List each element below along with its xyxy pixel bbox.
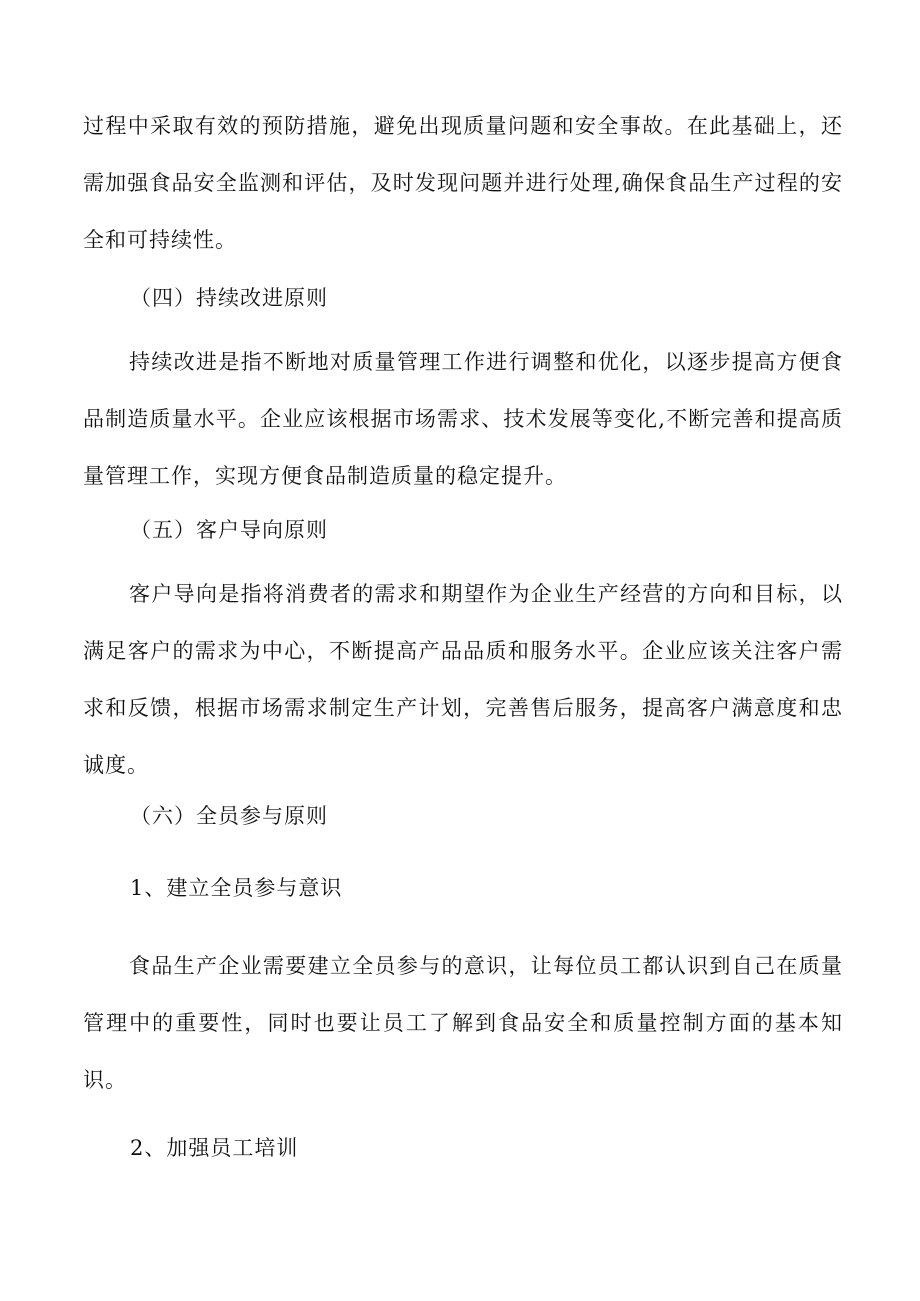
paragraph-participation-awareness: 食品生产企业需要建立全员参与的意识，让每位员工都认识到自己在质量管理中的重要性，同时也要让员工了解到食品安全和质量控制方面的基本知识。 xyxy=(83,954,843,1092)
paragraph-continued: 过程中采取有效的预防措施，避免出现质量问题和安全事故。在此基础上，还需加强食品安全监测和评估，及时发现问题并进行处理,确保食品生产过程的安全和可持续性。 xyxy=(83,114,843,252)
section-heading-customer-orientation: （五）客户导向原则 xyxy=(130,518,328,542)
subheading-participation-awareness: 1、建立全员参与意识 xyxy=(130,876,343,900)
section-heading-continuous-improvement: （四）持续改进原则 xyxy=(130,286,328,310)
section-heading-full-participation: （六）全员参与原则 xyxy=(130,804,328,828)
paragraph-customer-orientation: 客户导向是指将消费者的需求和期望作为企业生产经营的方向和目标，以满足客户的需求为中心，不断提高产品品质和服务水平。企业应该关注客户需求和反馈，根据市场需求制定生产计划，完善售后服务，提高客户满意度和忠诚度。 xyxy=(83,582,843,777)
paragraph-continuous-improvement: 持续改进是指不断地对质量管理工作进行调整和优化，以逐步提高方便食品制造质量水平。企业应该根据市场需求、技术发展等变化,不断完善和提高质量管理工作，实现方便食品制造质量的稳定提升。 xyxy=(83,350,843,488)
subheading-staff-training: 2、加强员工培训 xyxy=(130,1136,299,1160)
